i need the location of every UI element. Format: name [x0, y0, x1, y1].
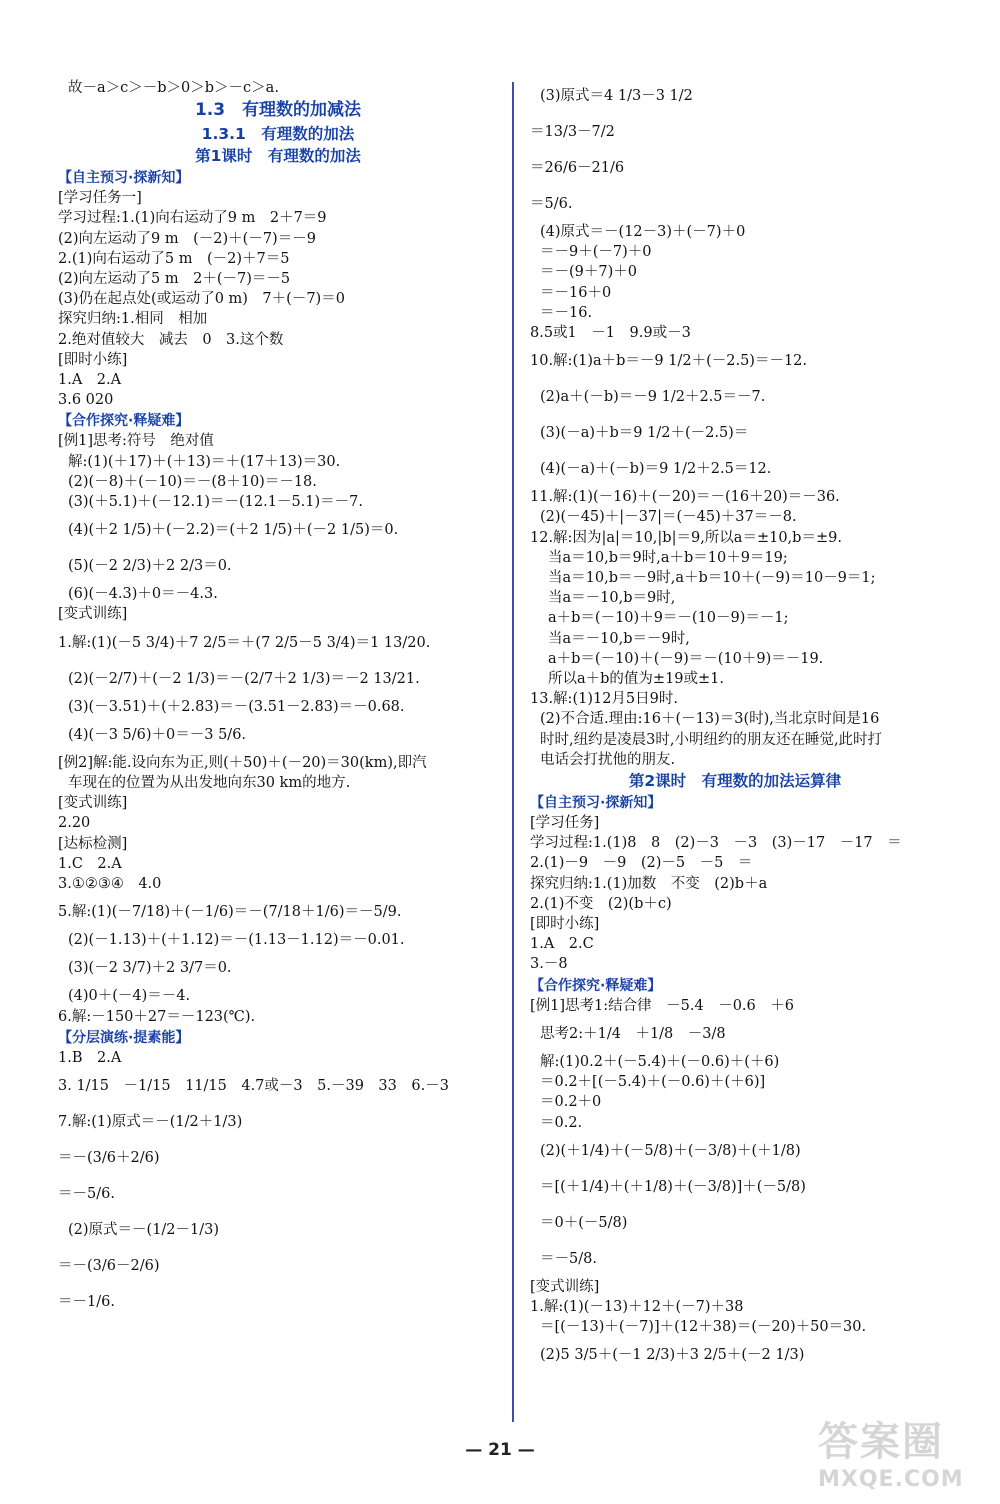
text-line: [例1]思考1:结合律 －5.4 －0.6 ＋6: [530, 997, 794, 1014]
section-header: 【自主预习·探新知】: [58, 170, 190, 187]
text-line: (2)向左运动了9 m (－2)＋(－7)＝－9: [58, 230, 316, 247]
text-line: (4)原式＝－(12－3)＋(－7)＋0: [540, 224, 746, 240]
formula-line: 3. 1/15 －1/15 11/15 4.7或－3 5.－39 33 6.－3: [58, 1078, 449, 1095]
formula-line: 1.解:(1)(－5 3/4)＋7 2/5＝＋(7 2/5－5 3/4)＝1 13/20.: [58, 634, 431, 651]
text-line: 学习过程:1.(1)向右运动了9 m 2＋7＝9: [58, 210, 327, 227]
text-line: (2)(－45)＋|－37|＝(－45)＋37＝－8.: [540, 509, 797, 526]
text-line: (2)不合适.理由:16＋(－13)＝3(时),当北京时间是16: [540, 711, 880, 728]
text-line: 探究归纳:1.(1)加数 不变 (2)b＋a: [530, 875, 768, 892]
left-column: [58, 78, 498, 1320]
formula-line: ＝[(＋1/4)＋(＋1/8)＋(－3/8)]＋(－5/8): [540, 1178, 806, 1195]
text-line: ＝0.2.: [540, 1114, 583, 1131]
text-line: (6)(－4.3)＋0＝－4.3.: [68, 586, 218, 603]
text-line: 2.(1)向右运动了5 m (－2)＋7＝5: [58, 250, 290, 267]
text-line: 3.－8: [530, 956, 568, 973]
formula-line: ＝－(3/6＋2/6): [58, 1150, 160, 1167]
text-line: 6.解:－150＋27＝－123(℃).: [58, 1008, 256, 1025]
text-line: a＋b＝(－10)＋(－9)＝－(10＋9)＝－19.: [548, 650, 824, 667]
formula-line: 思考2:＋1/4 ＋1/8 －3/8: [540, 1025, 726, 1042]
text-line: a＋b＝(－10)＋9＝－(10－9)＝－1;: [548, 610, 789, 627]
text-line: 车现在的位置为从出发地向东30 km的地方.: [68, 775, 351, 792]
text-line: [例1]思考:符号 绝对值: [58, 433, 214, 450]
formula-line: (2)5 3/5＋(－1 2/3)＋3 2/5＋(－2 1/3): [540, 1347, 805, 1364]
formula-line: (4)(－3 5/6)＋0＝－3 5/6.: [68, 726, 247, 743]
section-tag: [变式训练]: [58, 795, 128, 812]
text-line: (2)(－1.13)＋(＋1.12)＝－(1.13－1.12)＝－0.01.: [68, 932, 405, 949]
text-line: 解:(1)0.2＋(－5.4)＋(－0.6)＋(＋6): [540, 1053, 780, 1070]
text-line: 电话会打扰他的朋友.: [540, 751, 676, 768]
text-line: 1.A 2.C: [530, 936, 594, 953]
formula-line: (4)(－a)＋(－b)＝9 1/2＋2.5＝12.: [540, 461, 772, 478]
column-divider: [512, 82, 514, 1422]
text-line: 12.解:因为|a|＝10,|b|＝9,所以a＝±10,b＝±9.: [530, 529, 842, 546]
lesson-title: 第2课时 有理数的加法运算律: [628, 772, 842, 791]
formula-line: (3)(－a)＋b＝9 1/2＋(－2.5)＝: [540, 425, 749, 442]
subsection-title: 1.3.1 有理数的加法: [201, 125, 355, 144]
text-line: 学习过程:1.(1)8 8 (2)－3 －3 (3)－17 －17 ＝: [530, 835, 902, 852]
lesson-title: 第1课时 有理数的加法: [195, 147, 361, 166]
formula-line: ＝－5/6.: [58, 1186, 115, 1203]
text-line: 13.解:(1)12月5日9时.: [530, 691, 678, 708]
watermark-logo: [818, 1410, 988, 1498]
text-line: 1.A 2.A: [58, 372, 122, 389]
section-header: 【合作探究·释疑难】: [530, 977, 662, 994]
section-tag: [即时小练]: [530, 916, 600, 933]
text-line: 2.(1)－9 －9 (2)－5 －5 ＝: [530, 855, 753, 872]
section-header: 【自主预习·探新知】: [530, 795, 662, 812]
formula-line: 5.解:(1)(－7/18)＋(－1/6)＝－(7/18＋1/6)＝－5/9.: [58, 904, 402, 921]
formula-line: 7.解:(1)原式＝－(1/2＋1/3): [58, 1114, 243, 1131]
section-title: 1.3 有理数的加减法: [194, 100, 362, 121]
page-number: — 21 —: [465, 1440, 535, 1460]
text-line: 解:(1)(＋17)＋(＋13)＝＋(17＋13)＝30.: [68, 453, 341, 470]
text-line: 当a＝10,b＝9时,a＋b＝10＋9＝19;: [548, 549, 788, 566]
text-line: 2.(1)不变 (2)(b＋c): [530, 895, 672, 912]
text-line: (2)(－8)＋(－10)＝－(8＋10)＝－18.: [68, 473, 317, 490]
formula-line: 10.解:(1)a＋b＝－9 1/2＋(－2.5)＝－12.: [530, 353, 808, 370]
formula-line: (2)a＋(－b)＝－9 1/2＋2.5＝－7.: [540, 389, 766, 406]
section-tag: [变式训练]: [530, 1278, 600, 1295]
formula-line: (2)原式＝－(1/2－1/3): [68, 1222, 220, 1239]
watermark-text: 答案圈: [818, 1419, 944, 1465]
formula-line: (2)(－2/7)＋(－2 1/3)＝－(2/7＋2 1/3)＝－2 13/21.: [68, 670, 420, 687]
text-line: (2)向左运动了5 m 2＋(－7)＝－5: [58, 271, 291, 288]
text-line: 故－a＞c＞－b＞0＞b＞－c＞a.: [68, 80, 279, 96]
text-line: 8.5或1 －1 9.9或－3: [530, 325, 691, 342]
text-line: (4)0＋(－4)＝－4.: [68, 988, 191, 1005]
text-line: ＝－16.: [540, 304, 593, 321]
formula-line: ＝－1/6.: [58, 1294, 115, 1311]
text-line: 当a＝10,b＝－9时,a＋b＝10＋(－9)＝10－9＝1;: [548, 570, 876, 587]
formula-line: (2)(＋1/4)＋(－5/8)＋(－3/8)＋(＋1/8): [540, 1142, 801, 1159]
text-line: 2.20: [58, 815, 91, 832]
text-line: 2.绝对值较大 减去 0 3.这个数: [58, 331, 284, 348]
section-tag: [学习任务一]: [58, 190, 142, 207]
text-line: 1.解:(1)(－13)＋12＋(－7)＋38: [530, 1298, 744, 1315]
formula-line: ＝5/6.: [530, 196, 573, 212]
text-line: 当a＝－10,b＝－9时,: [548, 630, 690, 647]
text-line: 11.解:(1)(－16)＋(－20)＝－(16＋20)＝－36.: [530, 489, 840, 506]
formula-line: (3)(－2 3/7)＋2 3/7＝0.: [68, 960, 232, 977]
right-column: [530, 78, 940, 1373]
section-tag: [学习任务]: [530, 815, 600, 832]
formula-line: (4)(＋2 1/5)＋(－2.2)＝(＋2 1/5)＋(－2 1/5)＝0.: [68, 522, 399, 539]
formula-line: ＝－5/8.: [540, 1250, 597, 1267]
section-tag: [即时小练]: [58, 351, 128, 368]
text-line: 1.C 2.A: [58, 855, 122, 872]
section-tag: [变式训练]: [58, 606, 128, 623]
watermark-url: MXQE.COM: [818, 1467, 964, 1492]
section-tag: [达标检测]: [58, 835, 128, 852]
text-line: ＝－(9＋7)＋0: [540, 264, 637, 281]
text-line: 所以a＋b的值为±19或±1.: [548, 671, 725, 688]
section-header: 【分层演练·提素能】: [58, 1029, 190, 1046]
text-line: [例2]解:能.设向东为正,则(＋50)＋(－20)＝30(km),即汽: [58, 754, 427, 771]
text-line: 1.B 2.A: [58, 1049, 122, 1066]
text-line: 时时,纽约是凌晨3时,小明纽约的朋友还在睡觉,此时打: [540, 731, 883, 748]
text-line: ＝－9＋(－7)＋0: [540, 244, 652, 261]
text-line: ＝0.2＋[(－5.4)＋(－0.6)＋(＋6)]: [540, 1074, 766, 1091]
text-line: ＝－16＋0: [540, 284, 612, 301]
text-line: 探究归纳:1.相同 相加: [58, 311, 208, 328]
formula-line: (3)原式＝4 1/3－3 1/2: [540, 88, 693, 104]
formula-line: ＝13/3－7/2: [530, 124, 615, 140]
text-line: 3.①②③④ 4.0: [58, 876, 162, 893]
formula-line: ＝26/6－21/6: [530, 160, 625, 176]
formula-line: (5)(－2 2/3)＋2 2/3＝0.: [68, 558, 232, 575]
formula-line: ＝－(3/6－2/6): [58, 1258, 160, 1275]
text-line: 当a＝－10,b＝9时,: [548, 590, 676, 607]
text-line: (3)仍在起点处(或运动了0 m) 7＋(－7)＝0: [58, 291, 345, 308]
text-line: ＝0.2＋0: [540, 1094, 602, 1111]
text-line: (3)(＋5.1)＋(－12.1)＝－(12.1－5.1)＝－7.: [68, 494, 364, 511]
text-line: 3.6 020: [58, 392, 114, 409]
section-header: 【合作探究·释疑难】: [58, 413, 190, 430]
formula-line: ＝0＋(－5/8): [540, 1214, 628, 1231]
text-line: ＝[(－13)＋(－7)]＋(12＋38)＝(－20)＋50＝30.: [540, 1319, 867, 1336]
text-line: (3)(－3.51)＋(＋2.83)＝－(3.51－2.83)＝－0.68.: [68, 698, 405, 715]
